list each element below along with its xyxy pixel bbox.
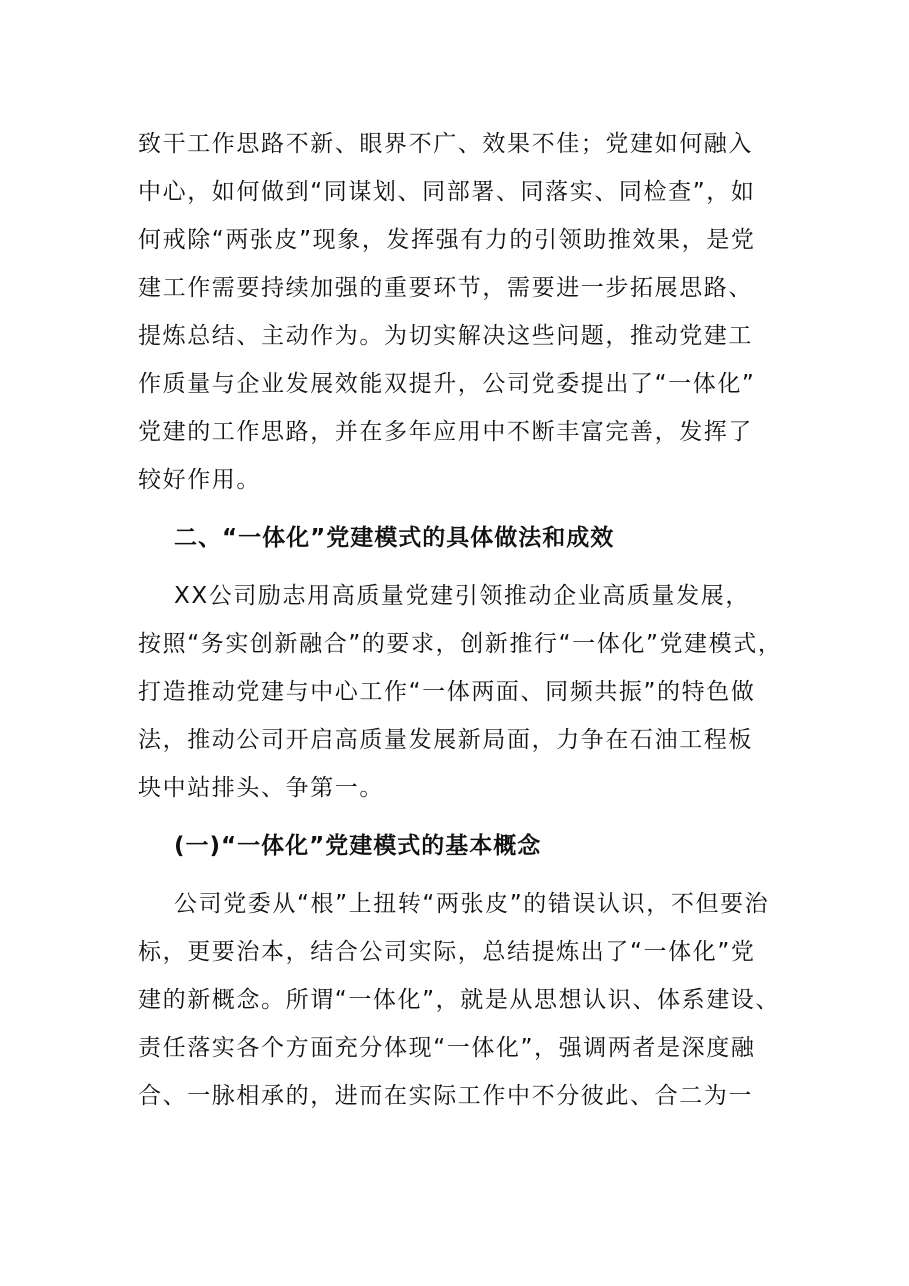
paragraph-3-line-1: 公司党委从“根”上扭转“两张皮”的错误认识，不但要治: [174, 891, 770, 917]
paragraph-2-line-2: 按照“务实创新融合”的要求，创新推行“一体化”党建模式，: [138, 631, 783, 657]
paragraph-1-line-5: 提炼总结、主动作为。为切实解决这些问题，推动党建工: [138, 323, 753, 349]
paragraph-1-line-3: 何戒除“两张皮”现象，发挥强有力的引领助推效果，是党: [138, 227, 756, 253]
paragraph-1-line-2: 中心，如何做到“同谋划、同部署、同落实、同检查”，如: [138, 179, 756, 205]
paragraph-3-line-3: 建的新概念。所谓“一体化”，就是从思想认识、体系建设、: [138, 987, 781, 1013]
paragraph-2-line-5: 块中站排头、争第一。: [138, 775, 384, 801]
paragraph-3-line-4: 责任落实各个方面充分体现“一体化”，强调两者是深度融: [138, 1035, 756, 1061]
paragraph-2-line-1: XX公司励志用高质量党建引领推动企业高质量发展，: [174, 583, 750, 609]
paragraph-2-line-3: 打造推动党建与中心工作“一体两面、同频共振”的特色做: [138, 679, 756, 705]
paragraph-1-line-1: 致干工作思路不新、眼界不广、效果不佳；党建如何融入: [138, 131, 753, 157]
paragraph-3-line-5: 合、一脉相承的，进而在实际工作中不分彼此、合二为一: [138, 1083, 753, 1109]
subsection-heading: (一)“一体化”党建模式的基本概念: [174, 833, 542, 859]
paragraph-1-line-6: 作质量与企业发展效能双提升，公司党委提出了“一体化”: [138, 371, 756, 397]
section-heading: 二、“一体化”党建模式的具体做法和成效: [174, 525, 615, 551]
paragraph-3-line-2: 标，更要治本，结合公司实际，总结提炼出了“一体化”党: [138, 939, 756, 965]
paragraph-1-line-8: 较好作用。: [138, 467, 261, 493]
paragraph-2-line-4: 法，推动公司开启高质量发展新局面，力争在石油工程板: [138, 727, 753, 753]
paragraph-1-line-4: 建工作需要持续加强的重要环节，需要进一步拓展思路、: [138, 275, 753, 301]
paragraph-1-line-7: 党建的工作思路，并在多年应用中不断丰富完善，发挥了: [138, 419, 753, 445]
